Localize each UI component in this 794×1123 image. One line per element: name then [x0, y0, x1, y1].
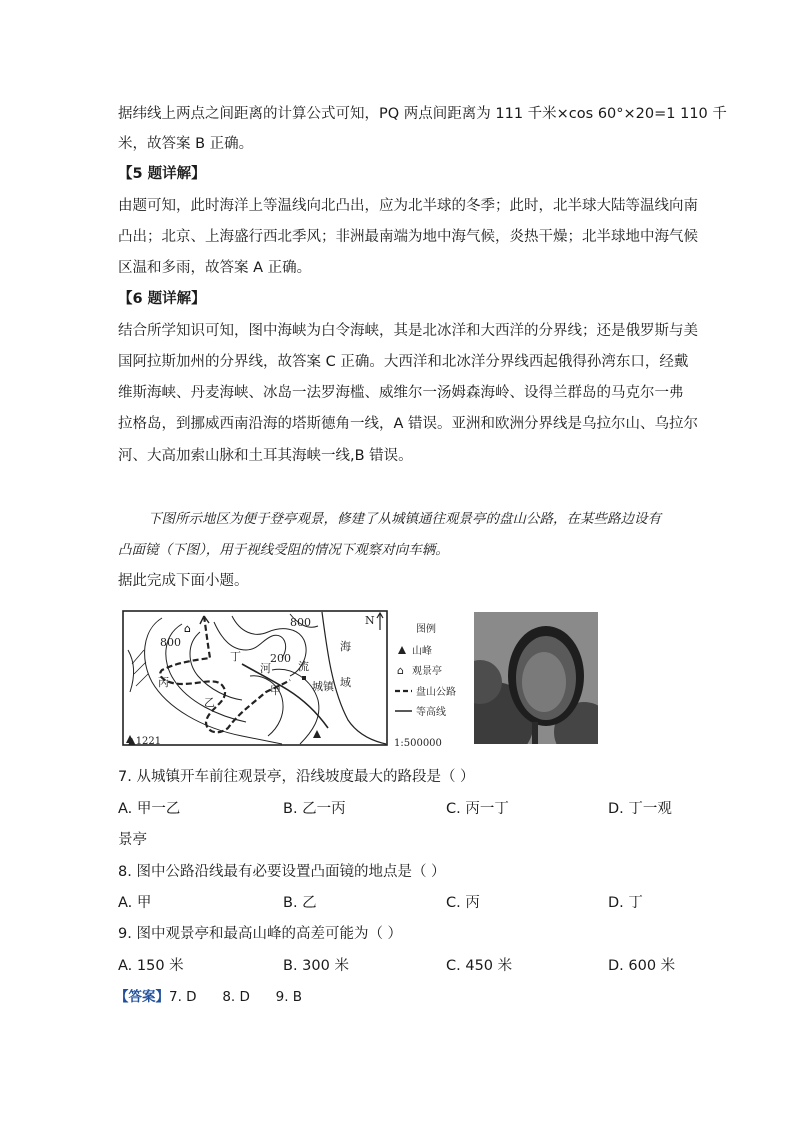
topographic-map: [122, 610, 462, 748]
legend-contour-label: 等高线: [416, 707, 446, 718]
point-yi: 乙: [204, 696, 215, 709]
question-9-stem: 9. 图中观景亭和最高山峰的高差可能为（ ）: [118, 926, 403, 942]
pavilion-icon: ⌂: [184, 622, 191, 635]
legend-pavilion-label: 观景亭: [412, 666, 442, 677]
town-label: 城镇: [312, 680, 334, 693]
material-intro: 下图所示地区为便于登亭观景，修建了从城镇通往观景亭的盘山公路，在某些路边设有: [148, 511, 661, 527]
question-7-stem: 7. 从城镇开车前往观景亭，沿线坡度最大的路段是（ ）: [118, 769, 475, 785]
contour-label-200: 200: [270, 652, 291, 665]
answer-line: [115, 987, 302, 1007]
point-ding: 丁: [230, 650, 241, 663]
river-label: 河: [260, 662, 271, 675]
explanation-line: 由题可知，此时海洋上等温线向北凸出，应为北半球的冬季；此时，北半球大陆等温线向南: [118, 198, 698, 214]
explanation-line: 区温和多雨，故答案 A 正确。: [118, 260, 312, 276]
scale-label: 1:500000: [394, 738, 442, 748]
legend-pavilion-icon: ⌂: [397, 664, 404, 677]
material-intro: 凸面镜（下图），用于视线受阻的情况下观察对向车辆。: [118, 542, 449, 558]
river-label: 流: [298, 660, 309, 673]
explanation-line: 据纬线上两点之间距离的计算公式可知，PQ 两点间距离为 111 千米×cos 60°×20=1 110 千: [118, 106, 727, 122]
q8-option-a[interactable]: A. 甲: [118, 895, 152, 911]
answer-tag: 【答案】: [115, 989, 169, 1005]
explanation-line: 拉格岛，到挪威西南沿海的塔斯德角一线，A 错误。亚洲和欧洲分界线是乌拉尔山、乌拉尔: [118, 416, 699, 432]
legend-peak-label: 山峰: [412, 646, 432, 657]
explanation-line: 河、大高加索山脉和土耳其海峡一线,B 错误。: [118, 448, 413, 464]
legend-peak-icon: [398, 646, 406, 654]
question-8-stem: 8. 图中公路沿线最有必要设置凸面镜的地点是（ ）: [118, 864, 446, 880]
town-marker: [302, 676, 306, 680]
legend-road-label: 盘山公路: [416, 687, 456, 698]
explanation-line: 凸出；北京、上海盛行西北季风；非洲最南端为地中海气候，炎热干燥；北半球地中海气候: [118, 229, 698, 245]
answer-text: 7. D 8. D 9. B: [169, 989, 303, 1005]
q9-option-c[interactable]: C. 450 米: [446, 958, 513, 974]
q7-option-b[interactable]: B. 乙一丙: [283, 801, 346, 817]
q9-option-a[interactable]: A. 150 米: [118, 958, 184, 974]
contour-label-800: 800: [290, 616, 311, 629]
north-label: N: [365, 614, 375, 627]
q7-option-a[interactable]: A. 甲一乙: [118, 801, 181, 817]
q7-option-c[interactable]: C. 丙一丁: [446, 801, 509, 817]
map-legend: [395, 622, 456, 718]
explanation-line: 维斯海峡、丹麦海峡、冰岛一法罗海槛、威维尔一汤姆森海岭、设得兰群岛的马克尔一弗: [118, 385, 684, 401]
q7-option-d[interactable]: D. 丁一观: [608, 801, 672, 817]
section-heading-q5: 【5 题详解】: [118, 166, 206, 182]
explanation-line: 结合所学知识可知，图中海峡为白令海峡，其是北冰洋和大西洋的分界线；还是俄罗斯与美: [118, 323, 698, 339]
instruction: 据此完成下面小题。: [118, 573, 249, 589]
sea-label: 域: [340, 676, 351, 689]
q9-option-d[interactable]: D. 600 米: [608, 958, 676, 974]
explanation-line: 米，故答案 B 正确。: [118, 136, 254, 152]
contour-label-800: 800: [160, 636, 181, 649]
peak-elevation-label: ▲1221: [128, 736, 162, 747]
q7-option-d-wrap: 景亭: [118, 832, 147, 848]
point-bing: 丙: [158, 676, 169, 689]
convex-mirror-photo: [474, 612, 598, 744]
sea-label: 海: [340, 640, 351, 653]
q9-option-b[interactable]: B. 300 米: [283, 958, 349, 974]
q8-option-b[interactable]: B. 乙: [283, 895, 317, 911]
q8-option-d[interactable]: D. 丁: [608, 895, 643, 911]
point-jia: 甲: [270, 684, 281, 697]
section-heading-q6: 【6 题详解】: [118, 291, 206, 307]
legend-title: 图例: [416, 624, 436, 635]
explanation-line: 国阿拉斯加州的分界线，故答案 C 正确。大西洋和北冰洋分界线西起俄得孙湾东口，经戴: [118, 354, 689, 370]
q8-option-c[interactable]: C. 丙: [446, 895, 480, 911]
